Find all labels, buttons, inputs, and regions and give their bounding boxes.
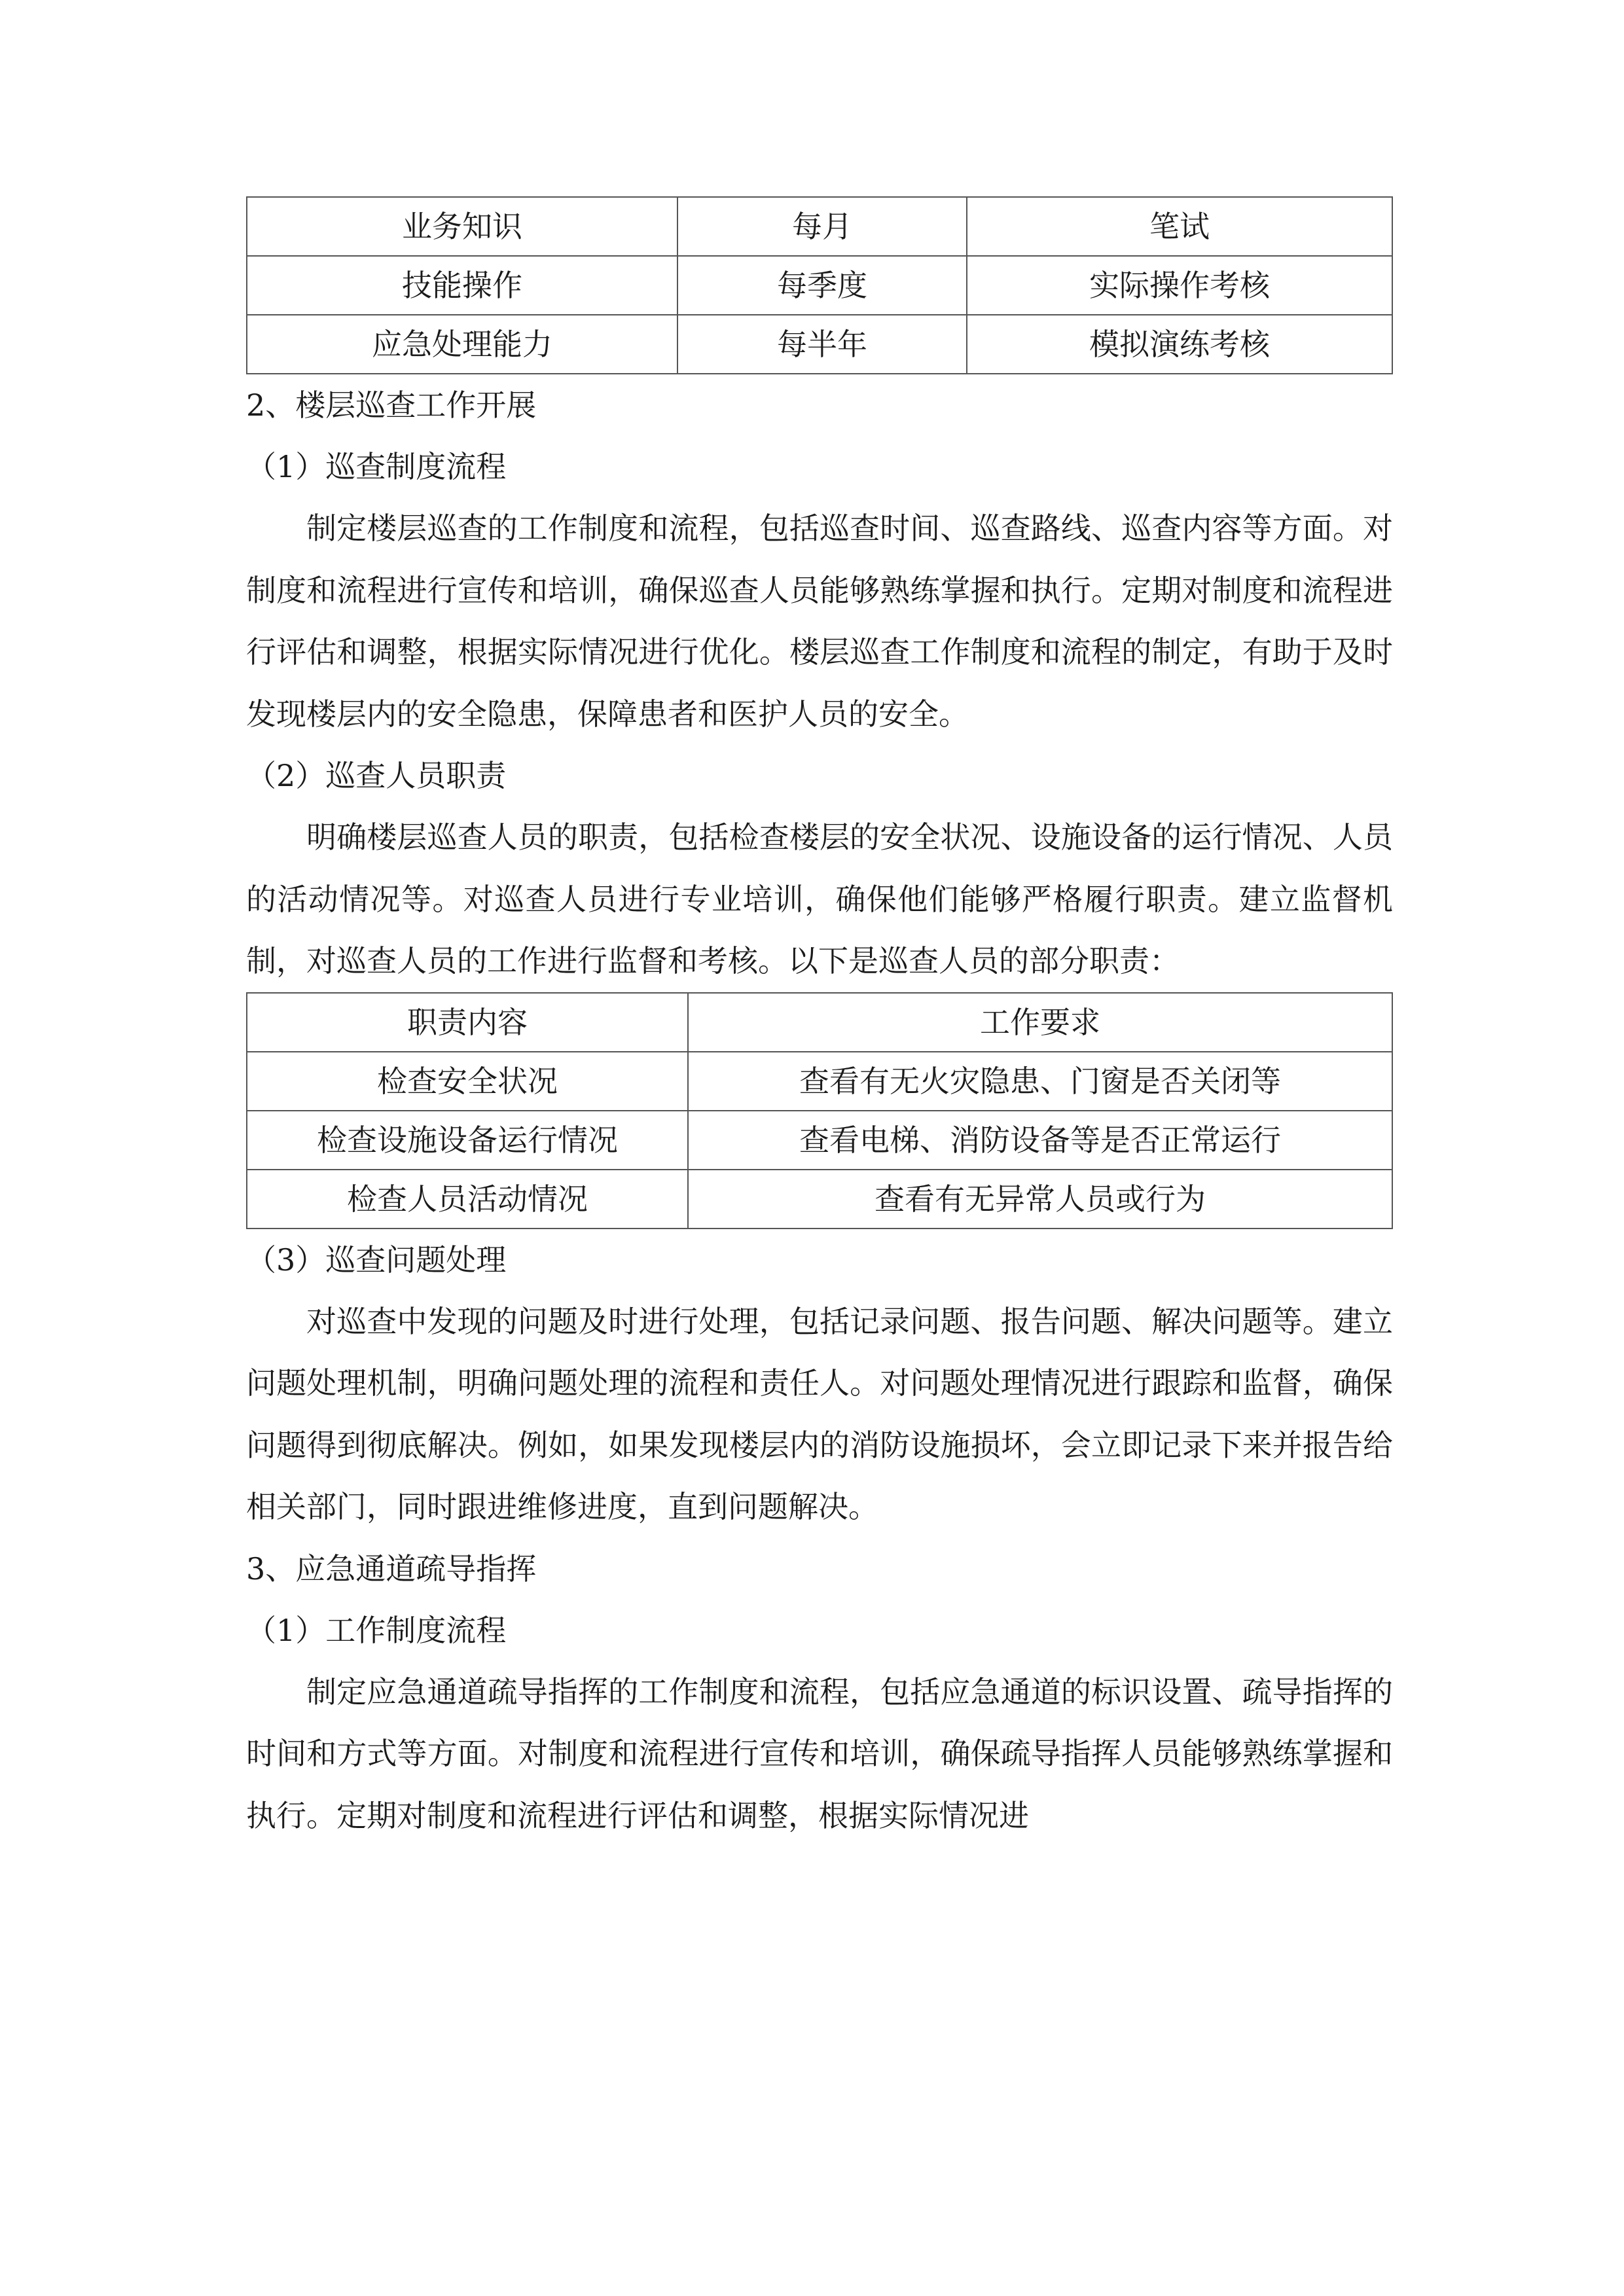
table-cell: 每月: [677, 197, 967, 256]
table-cell: 业务知识: [247, 197, 677, 256]
table-row: [247, 1052, 1392, 1111]
section-heading: 2、楼层巡查工作开展: [246, 387, 537, 423]
table-cell: 模拟演练考核: [967, 315, 1392, 374]
subsection-heading: （3）巡查问题处理: [246, 1242, 507, 1278]
table-cell: 技能操作: [247, 256, 677, 315]
table-cell: 查看有无火灾隐患、门窗是否关闭等: [688, 1052, 1392, 1111]
section-heading: 3、应急通道疏导指挥: [246, 1551, 537, 1587]
duties-table: [246, 992, 1393, 1229]
table-row: [247, 197, 1392, 256]
table-cell: 查看有无异常人员或行为: [688, 1170, 1392, 1229]
table-cell: 应急处理能力: [247, 315, 677, 374]
table-row: [247, 1170, 1392, 1229]
subsection-heading: （2）巡查人员职责: [246, 758, 507, 793]
document-page: [246, 196, 1393, 1846]
table-cell: 每季度: [677, 256, 967, 315]
table-header-cell: 工作要求: [688, 993, 1392, 1052]
table-cell: 检查人员活动情况: [247, 1170, 688, 1229]
table-header-cell: 职责内容: [247, 993, 688, 1052]
paragraph: 制定应急通道疏导指挥的工作制度和流程，包括应急通道的标识设置、疏导指挥的时间和方式等方面。对制度和流程进行宣传和培训，确保疏导指挥人员能够熟练掌握和执行。定期对制度和流程进行评估和调整，根据实际情况进: [246, 1674, 1393, 1833]
paragraph: 明确楼层巡查人员的职责，包括检查楼层的安全状况、设施设备的运行情况、人员的活动情况等。对巡查人员进行专业培训，确保他们能够严格履行职责。建立监督机制，对巡查人员的工作进行监督和考核。以下是巡查人员的部分职责：: [246, 819, 1393, 978]
table-cell: 每半年: [677, 315, 967, 374]
table-cell: 检查安全状况: [247, 1052, 688, 1111]
table-cell: 笔试: [967, 197, 1392, 256]
table-cell: 检查设施设备运行情况: [247, 1111, 688, 1170]
paragraph: 制定楼层巡查的工作制度和流程，包括巡查时间、巡查路线、巡查内容等方面。对制度和流程进行宣传和培训，确保巡查人员能够熟练掌握和执行。定期对制度和流程进行评估和调整，根据实际情况进行优化。楼层巡查工作制度和流程的制定，有助于及时发现楼层内的安全隐患，保障患者和医护人员的安全。: [246, 511, 1393, 732]
table-header-row: [247, 993, 1392, 1052]
table-row: [247, 1111, 1392, 1170]
table-cell: 实际操作考核: [967, 256, 1392, 315]
subsection-heading: （1）工作制度流程: [246, 1612, 507, 1648]
table-row: [247, 256, 1392, 315]
table-cell: 查看电梯、消防设备等是否正常运行: [688, 1111, 1392, 1170]
assessment-table: [246, 196, 1393, 374]
subsection-heading: （1）巡查制度流程: [246, 449, 507, 484]
table-row: [247, 315, 1392, 374]
paragraph: 对巡查中发现的问题及时进行处理，包括记录问题、报告问题、解决问题等。建立问题处理机制，明确问题处理的流程和责任人。对问题处理情况进行跟踪和监督，确保问题得到彻底解决。例如，如果发现楼层内的消防设施损坏，会立即记录下来并报告给相关部门，同时跟进维修进度，直到问题解决。: [246, 1303, 1393, 1524]
